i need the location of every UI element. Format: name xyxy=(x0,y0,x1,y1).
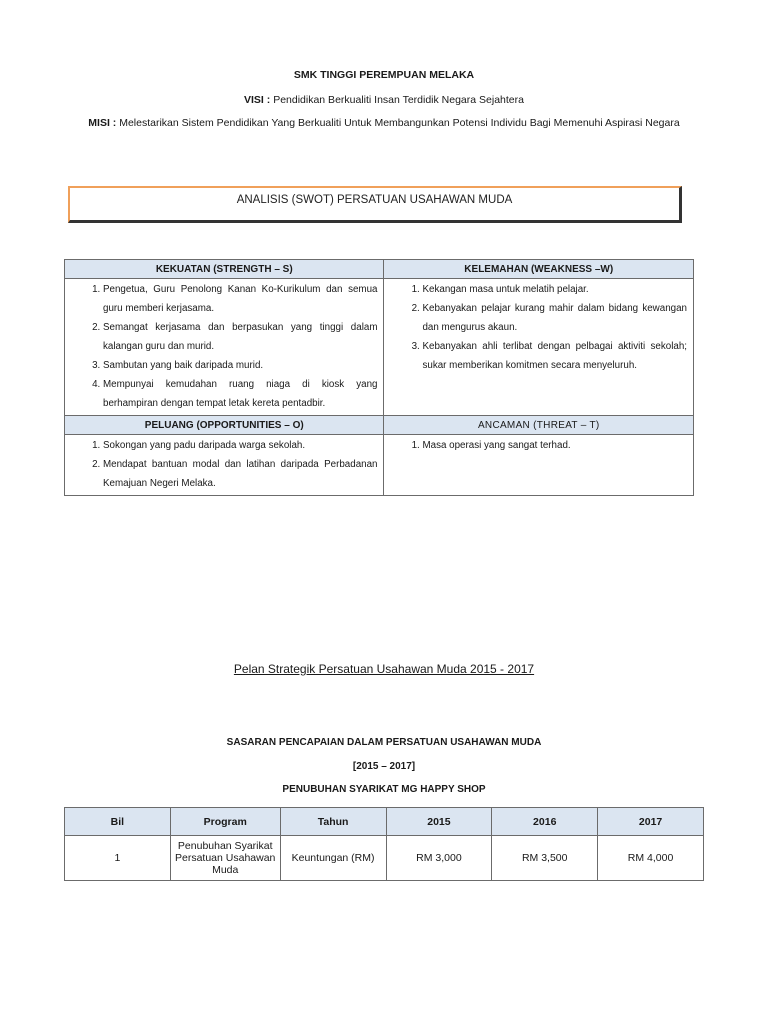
target-table xyxy=(64,807,704,881)
weakness-cell xyxy=(384,279,694,416)
column-header: Program xyxy=(170,808,280,836)
list-item: 1. Kekangan masa untuk melatih pelajar. xyxy=(422,280,687,299)
weakness-heading: KELEMAHAN (WEAKNESS –W) xyxy=(384,260,694,279)
visi-label: VISI : xyxy=(244,94,271,106)
visi-line xyxy=(0,94,768,106)
list-item: 2. Mendapat bantuan modal dan latihan daripada Perbadanan Kemajuan Negeri Melaka. xyxy=(103,455,377,493)
weakness-list xyxy=(384,280,687,375)
visi-text: Pendidikan Berkualiti Insan Terdidik Negara Sejahtera xyxy=(273,94,524,106)
table-header-row xyxy=(65,808,704,836)
cell-2016: RM 3,500 xyxy=(492,836,598,881)
list-item: 4. Mempunyai kemudahan ruang niaga di kiosk yang berhampiran dengan tempat letak kereta pentadbir. xyxy=(103,375,377,413)
column-header: 2016 xyxy=(492,808,598,836)
list-item: 3. Sambutan yang baik daripada murid. xyxy=(103,356,377,375)
strength-cell xyxy=(65,279,384,416)
column-header: 2017 xyxy=(598,808,704,836)
cell-tahun: Keuntungan (RM) xyxy=(280,836,386,881)
column-header: 2015 xyxy=(386,808,492,836)
threat-cell xyxy=(384,435,694,496)
misi-text: Melestarikan Sistem Pendidikan Yang Berkualiti Untuk Membangunkan Potensi Individu Bagi Memenuhi Aspirasi Negara xyxy=(119,117,680,129)
threat-heading: ANCAMAN (THREAT – T) xyxy=(384,416,694,435)
column-header: Tahun xyxy=(280,808,386,836)
swot-table xyxy=(64,259,694,496)
cell-2015: RM 3,000 xyxy=(386,836,492,881)
list-item: 1. Pengetua, Guru Penolong Kanan Ko-Kurikulum dan semua guru memberi kerjasama. xyxy=(103,280,377,318)
cell-2017: RM 4,000 xyxy=(598,836,704,881)
target-heading: SASARAN PENCAPAIAN DALAM PERSATUAN USAHAWAN MUDA xyxy=(226,737,542,748)
strength-list xyxy=(65,280,377,413)
opportunities-cell xyxy=(65,435,384,496)
column-header: Bil xyxy=(65,808,171,836)
opportunities-heading: PELUANG (OPPORTUNITIES – O) xyxy=(65,416,384,435)
strength-heading: KEKUATAN (STRENGTH – S) xyxy=(65,260,384,279)
list-item: 3. Kebanyakan ahli terlibat dengan pelbagai aktiviti sekolah; sukar memberikan komitmen secara menyeluruh. xyxy=(422,337,687,375)
misi-line xyxy=(0,117,768,129)
plan-title: Pelan Strategik Persatuan Usahawan Muda 2015 - 2017 xyxy=(233,662,535,676)
target-years: [2015 – 2017] xyxy=(352,761,416,772)
school-name: SMK TINGGI PEREMPUAN MELAKA xyxy=(293,69,475,81)
list-item: 2. Kebanyakan pelajar kurang mahir dalam bidang kewangan dan mengurus akaun. xyxy=(422,299,687,337)
table-row xyxy=(65,836,704,881)
misi-label: MISI : xyxy=(88,117,117,129)
swot-title: ANALISIS (SWOT) PERSATUAN USAHAWAN MUDA xyxy=(68,186,682,223)
list-item: 1. Masa operasi yang sangat terhad. xyxy=(422,436,687,455)
opportunities-list xyxy=(65,436,377,493)
cell-bil: 1 xyxy=(65,836,171,881)
cell-program: Penubuhan Syarikat Persatuan Usahawan Muda xyxy=(170,836,280,881)
target-subheading: PENUBUHAN SYARIKAT MG HAPPY SHOP xyxy=(282,784,486,795)
list-item: 1. Sokongan yang padu daripada warga sekolah. xyxy=(103,436,377,455)
list-item: 2. Semangat kerjasama dan berpasukan yang tinggi dalam kalangan guru dan murid. xyxy=(103,318,377,356)
threat-list xyxy=(384,436,687,455)
